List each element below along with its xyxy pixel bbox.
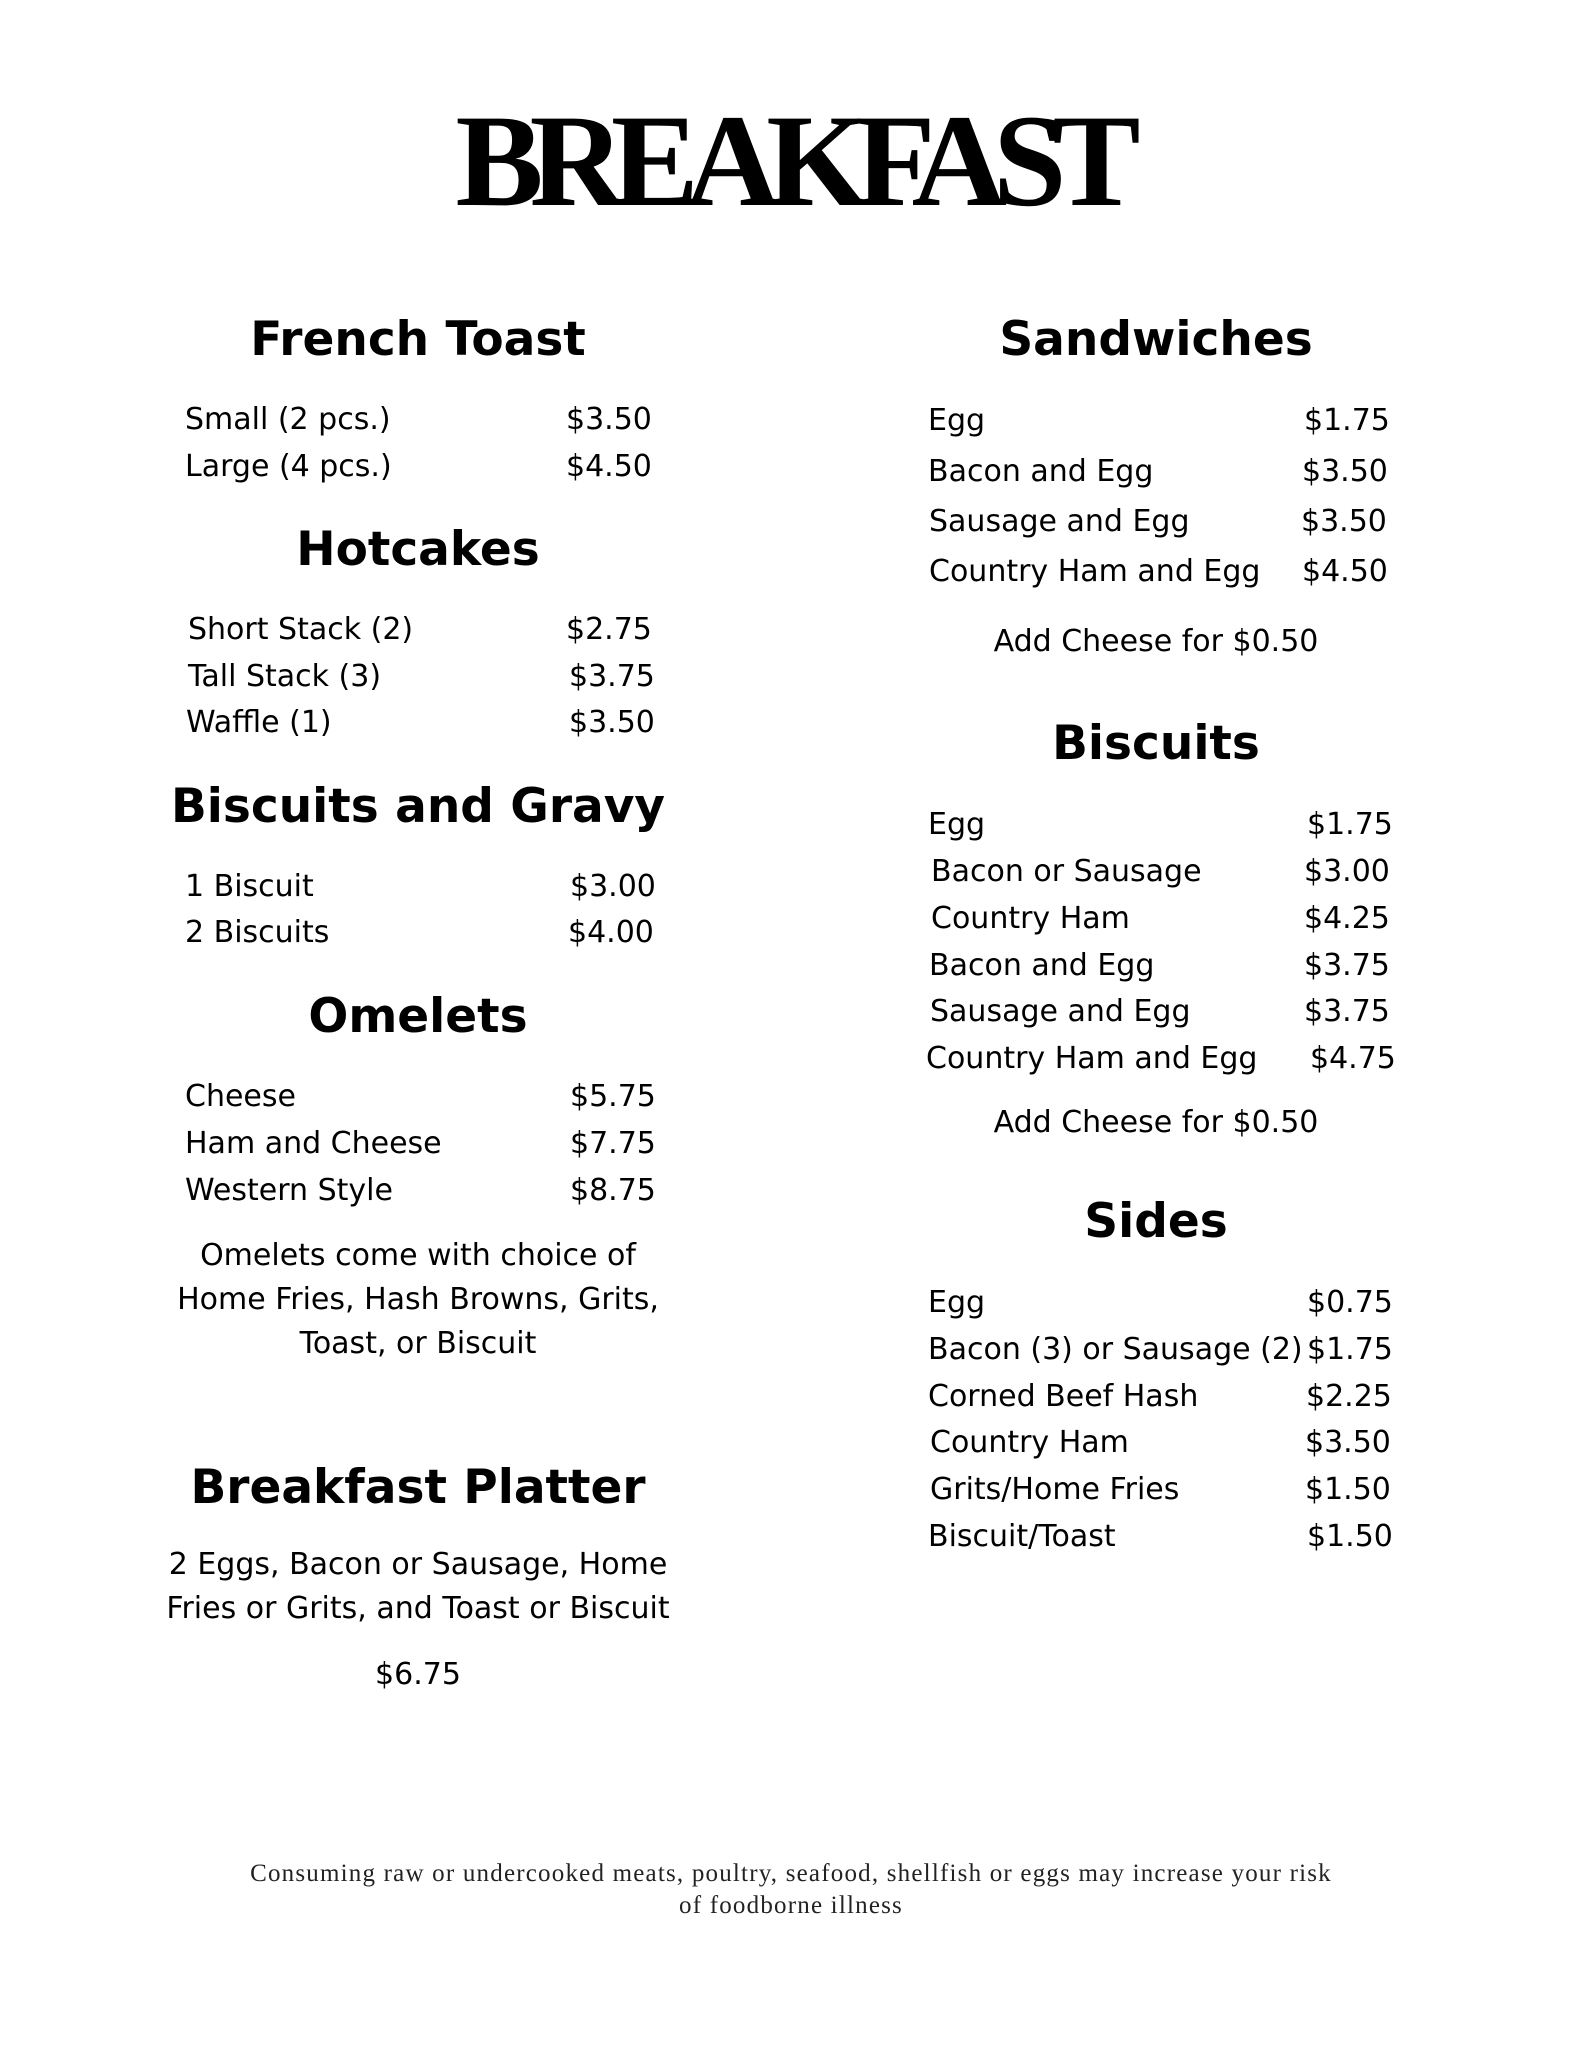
menu-item-name: Small (2 pcs.) — [185, 402, 391, 437]
menu-item-name: Egg — [928, 807, 986, 842]
menu-item-name: Bacon or Sausage — [931, 854, 1202, 889]
omelets-note-line: Omelets come with choice of — [200, 1238, 636, 1273]
menu-item-name: Country Ham and Egg — [929, 554, 1261, 589]
menu-item-price: $4.50 — [566, 449, 652, 484]
biscuits-gravy-heading: Biscuits and Gravy — [170, 779, 666, 834]
platter-description-line: Fries or Grits, and Toast or Biscuit — [166, 1591, 670, 1626]
menu-item-name: Tall Stack (3) — [188, 659, 382, 694]
menu-item-name: Country Ham and Egg — [926, 1041, 1258, 1076]
menu-item-name: Corned Beef Hash — [928, 1379, 1199, 1414]
menu-item-name: 1 Biscuit — [185, 869, 314, 904]
menu-item-price: $3.50 — [1305, 1425, 1391, 1460]
breakfast-platter-heading: Breakfast Platter — [190, 1460, 646, 1515]
menu-item-price: $4.75 — [1310, 1041, 1396, 1076]
menu-item-price: $3.00 — [1304, 854, 1390, 889]
menu-item-name: Bacon and Egg — [928, 454, 1154, 489]
menu-item-price: $5.75 — [570, 1079, 656, 1114]
menu-item-price: $1.75 — [1304, 403, 1390, 438]
menu-item-name: Western Style — [185, 1173, 393, 1208]
omelets-note-line: Home Fries, Hash Browns, Grits, — [177, 1282, 659, 1317]
menu-item-name: Sausage and Egg — [929, 504, 1190, 539]
biscuits-heading: Biscuits — [1052, 716, 1260, 771]
menu-item-name: Grits/Home Fries — [930, 1472, 1180, 1507]
menu-item-price: $3.50 — [1301, 504, 1387, 539]
hotcakes-heading: Hotcakes — [296, 522, 540, 577]
menu-item-price: $4.50 — [1302, 554, 1388, 589]
biscuits-cheese-note: Add Cheese for $0.50 — [993, 1105, 1319, 1140]
menu-item-price: $1.50 — [1307, 1519, 1393, 1554]
menu-item-price: $7.75 — [570, 1126, 656, 1161]
foodborne-illness-disclaimer — [0, 1858, 1582, 1922]
menu-item-name: Egg — [928, 403, 986, 438]
menu-item-price: $3.75 — [569, 659, 655, 694]
menu-item-name: Cheese — [185, 1079, 296, 1114]
menu-item-name: Ham and Cheese — [185, 1126, 442, 1161]
omelets-note — [118, 1234, 718, 1366]
platter-description-line: 2 Eggs, Bacon or Sausage, Home — [168, 1547, 668, 1582]
menu-item-price: $3.50 — [566, 402, 652, 437]
menu-item-price: $3.75 — [1304, 948, 1390, 983]
sandwiches-heading: Sandwiches — [999, 312, 1313, 367]
disclaimer-line: Consuming raw or undercooked meats, poultry, seafood, shellfish or eggs may increase your risk — [250, 1860, 1332, 1887]
menu-item-price: $1.50 — [1305, 1472, 1391, 1507]
menu-item-name: Country Ham — [930, 1425, 1129, 1460]
menu-item-price: $8.75 — [570, 1173, 656, 1208]
omelets-note-line: Toast, or Biscuit — [299, 1326, 537, 1361]
menu-item-price: $4.25 — [1304, 901, 1390, 936]
menu-item-name: Bacon and Egg — [929, 948, 1155, 983]
menu-item-name: 2 Biscuits — [185, 915, 330, 950]
menu-item-price: $1.75 — [1307, 807, 1393, 842]
menu-item-name: Egg — [928, 1285, 986, 1320]
menu-item-price: $2.25 — [1306, 1379, 1392, 1414]
menu-title: BREAKFAST — [455, 87, 1127, 234]
sides-heading: Sides — [1084, 1194, 1228, 1249]
menu-item-name: Country Ham — [931, 901, 1130, 936]
menu-item-name: Biscuit/Toast — [928, 1519, 1116, 1554]
menu-item-name: Sausage and Egg — [930, 994, 1191, 1029]
sandwiches-cheese-note: Add Cheese for $0.50 — [993, 624, 1319, 659]
menu-item-price: $2.75 — [566, 612, 652, 647]
menu-item-price: $4.00 — [568, 915, 654, 950]
menu-item-price: $3.50 — [1302, 454, 1388, 489]
french-toast-heading: French Toast — [250, 312, 586, 367]
omelets-heading: Omelets — [308, 989, 528, 1044]
menu-item-price: $1.75 — [1307, 1332, 1393, 1367]
menu-item-name: Large (4 pcs.) — [185, 449, 392, 484]
disclaimer-line: of foodborne illness — [679, 1892, 903, 1919]
menu-item-name: Short Stack (2) — [188, 612, 414, 647]
menu-item-price: $0.75 — [1307, 1285, 1393, 1320]
menu-item-name: Bacon (3) or Sausage (2) — [928, 1332, 1303, 1367]
menu-item-price: $3.75 — [1304, 994, 1390, 1029]
menu-item-name: Waffle (1) — [186, 705, 332, 740]
platter-price: $6.75 — [375, 1657, 461, 1692]
menu-item-price: $3.50 — [569, 705, 655, 740]
platter-description — [118, 1543, 718, 1631]
menu-item-price: $3.00 — [570, 869, 656, 904]
